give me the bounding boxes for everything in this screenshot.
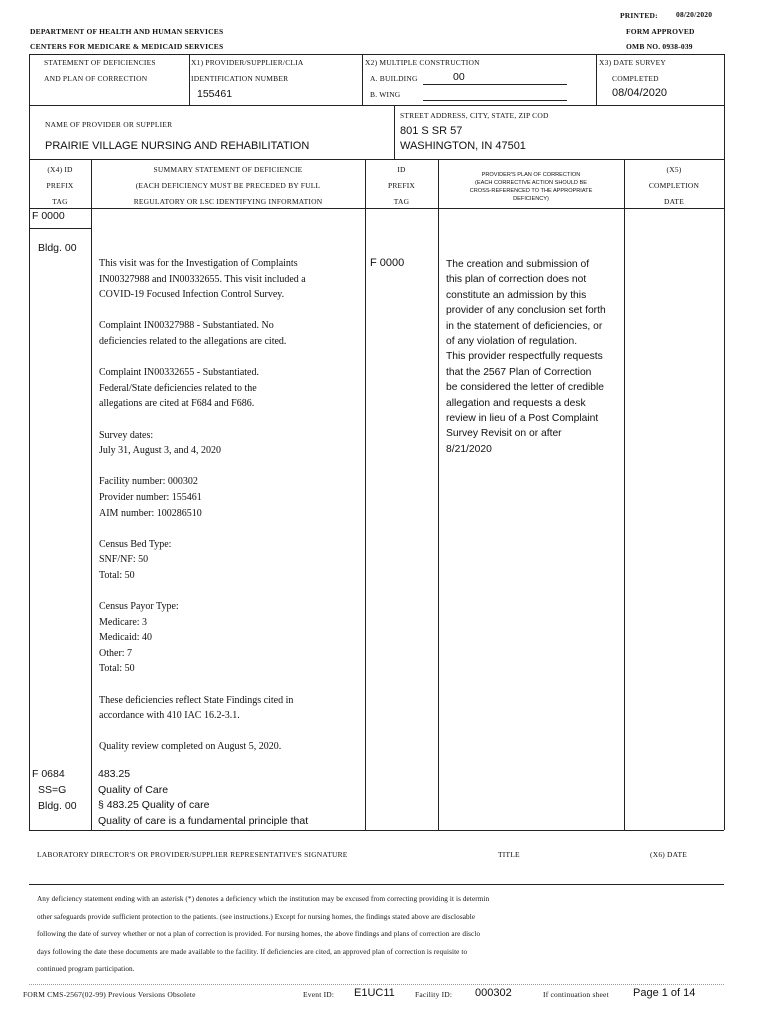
facility-id: 000302 bbox=[475, 987, 512, 999]
divider bbox=[394, 105, 395, 159]
x3-label: X3) DATE SURVEY bbox=[599, 58, 666, 67]
severity-scope: SS=G bbox=[38, 784, 67, 796]
address-line1: 801 S SR 57 bbox=[400, 125, 463, 137]
signature-date-label: (X6) DATE bbox=[650, 850, 688, 859]
divider bbox=[29, 984, 724, 985]
event-id-label: Event ID: bbox=[303, 990, 335, 999]
x4-header: PREFIX bbox=[46, 181, 74, 190]
omb-number: OMB NO. 0938-039 bbox=[626, 42, 693, 51]
summary-header: SUMMARY STATEMENT OF DEFICIENCIE bbox=[153, 165, 303, 174]
facility-id-label: Facility ID: bbox=[415, 990, 453, 999]
summary-header: REGULATORY OR LSC IDENTIFYING INFORMATION bbox=[133, 197, 323, 206]
summary-statement: This visit was for the Investigation of Complaints IN00327988 and IN00332655. This visit included a COVID-19 Focused Infection Control Survey. Complaint IN00327988 - Substantiated. No deficiencies related to the allegations are cited. Complaint IN00332655 - Substantiated. Federal/State deficiencies related to the allegations are cited at F684 and F686. Survey dates: July 31, August 3, and 4, 2020 Facility number: 000302 Provider number: 155461 AIM number: 100286510 Census Bed Type: SNF/NF: 50 Total: 50 Census Payor Type: Medicare: 3 Medicaid: 40 Other: 7 Total: 50 These deficiencies reflect State Findings cited in accordance with 410 IAC 16.2-3.1. Quality review completed on August 5, 2020. bbox=[99, 258, 306, 753]
centers-name: CENTERS FOR MEDICARE & MEDICAID SERVICES bbox=[30, 42, 224, 51]
plan-header: PROVIDER'S PLAN OF CORRECTION bbox=[481, 172, 581, 178]
column-divider bbox=[91, 159, 92, 830]
x2-label: X2) MULTIPLE CONSTRUCTION bbox=[365, 58, 480, 67]
column-divider bbox=[438, 159, 439, 830]
provider-name: PRAIRIE VILLAGE NURSING AND REHABILITATION bbox=[45, 140, 310, 152]
f684-text: 483.25 Quality of Care § 483.25 Quality of care Quality of care is a fundamental principle that bbox=[98, 768, 309, 827]
tag-f0000: F 0000 bbox=[32, 210, 65, 222]
title-label: TITLE bbox=[498, 850, 520, 859]
table-bottom-border bbox=[29, 830, 724, 831]
x5-header: (X5) bbox=[666, 165, 682, 174]
plan-header: CROSS-REFERENCED TO THE APPROPRIATE bbox=[469, 188, 593, 194]
divider bbox=[362, 54, 363, 105]
divider bbox=[29, 208, 724, 209]
box-right-border bbox=[724, 54, 725, 830]
printed-label: PRINTED: bbox=[620, 11, 658, 20]
id-header: ID bbox=[397, 165, 406, 174]
provider-id: 155461 bbox=[197, 88, 233, 100]
address-line2: WASHINGTON, IN 47501 bbox=[400, 140, 526, 152]
x4-header: TAG bbox=[52, 197, 68, 206]
printed-date: 08/20/2020 bbox=[676, 10, 713, 19]
statement-label: STATEMENT OF DEFICIENCIES bbox=[44, 58, 156, 67]
wing-underline bbox=[423, 100, 567, 101]
divider bbox=[29, 884, 724, 885]
building-underline bbox=[423, 84, 567, 85]
id-tag-f0000: F 0000 bbox=[370, 257, 405, 269]
plan-header: DEFICIENCY) bbox=[513, 196, 549, 202]
column-divider bbox=[624, 159, 625, 830]
signature-label: LABORATORY DIRECTOR'S OR PROVIDER/SUPPLIER REPRESENTATIVE'S SIGNATURE bbox=[37, 850, 348, 859]
x3-label: COMPLETED bbox=[612, 74, 659, 83]
provider-name-label: NAME OF PROVIDER OR SUPPLIER bbox=[45, 120, 173, 129]
divider bbox=[29, 228, 91, 229]
continuation-label: If continuation sheet bbox=[543, 990, 609, 999]
x1-label: X1) PROVIDER/SUPPLIER/CLIA bbox=[191, 58, 304, 67]
footnote: Any deficiency statement ending with an asterisk (*) denotes a deficiency which the institution may be excused from correcting providing it is determin other safeguards provide sufficient protection to the patients. (see instructions.) Except for nursing homes, the findings stated above are disclosable following the date of survey whether or not a plan of correction is provided. For nursing homes, the above findings and plans of correction are disclo days following the date these documents are made available to the facility. If deficiencies are cited, an approved plan of correction is requisite to continued program participation. bbox=[37, 895, 490, 974]
form-number: FORM CMS-2567(02-99) Previous Versions Obsolete bbox=[23, 990, 196, 999]
building-label: A. BUILDING bbox=[370, 74, 418, 83]
event-id: E1UC11 bbox=[354, 987, 395, 999]
divider bbox=[189, 54, 190, 105]
id-header: PREFIX bbox=[387, 181, 416, 190]
table-left-border bbox=[29, 159, 30, 830]
divider bbox=[29, 105, 724, 106]
x5-header: DATE bbox=[664, 197, 684, 206]
building-value: 00 bbox=[453, 71, 465, 83]
statement-label: AND PLAN OF CORRECTION bbox=[44, 74, 148, 83]
wing-label: B. WING bbox=[370, 90, 401, 99]
summary-header: (EACH DEFICIENCY MUST BE PRECEDED BY FULL bbox=[135, 181, 321, 190]
plan-of-correction: The creation and submission of this plan of correction does not constitute an admission by this provider of any conclusion set forth in the statement of deficiencies, or of any violation of regulation. This provider respectfully requests that the 2567 Plan of Correction be considered the letter of credible allegation and requests a desk review in lieu of a Post Complaint Survey Revisit on or after 8/21/2020 bbox=[446, 259, 606, 455]
tag-f0684: F 0684 bbox=[32, 768, 65, 780]
box-left-border bbox=[29, 54, 30, 105]
address-label: STREET ADDRESS, CITY, STATE, ZIP COD bbox=[400, 111, 549, 120]
building-tag: Bldg. 00 bbox=[38, 800, 77, 812]
plan-header: (EACH CORRECTIVE ACTION SHOULD BE bbox=[475, 180, 587, 186]
survey-completed-date: 08/04/2020 bbox=[612, 87, 668, 99]
divider bbox=[596, 54, 597, 105]
id-header: TAG bbox=[393, 197, 410, 206]
x5-header: COMPLETION bbox=[648, 181, 700, 190]
department-name: DEPARTMENT OF HEALTH AND HUMAN SERVICES bbox=[30, 27, 224, 36]
x4-header: (X4) ID bbox=[47, 165, 73, 174]
box-left-border bbox=[29, 105, 30, 159]
page-number: Page 1 of 14 bbox=[633, 987, 696, 999]
box-top-border bbox=[29, 54, 724, 55]
building-tag: Bldg. 00 bbox=[38, 242, 77, 254]
form-approved: FORM APPROVED bbox=[626, 27, 695, 36]
divider bbox=[29, 159, 724, 160]
column-divider bbox=[365, 159, 366, 830]
x1-label: IDENTIFICATION NUMBER bbox=[191, 74, 289, 83]
